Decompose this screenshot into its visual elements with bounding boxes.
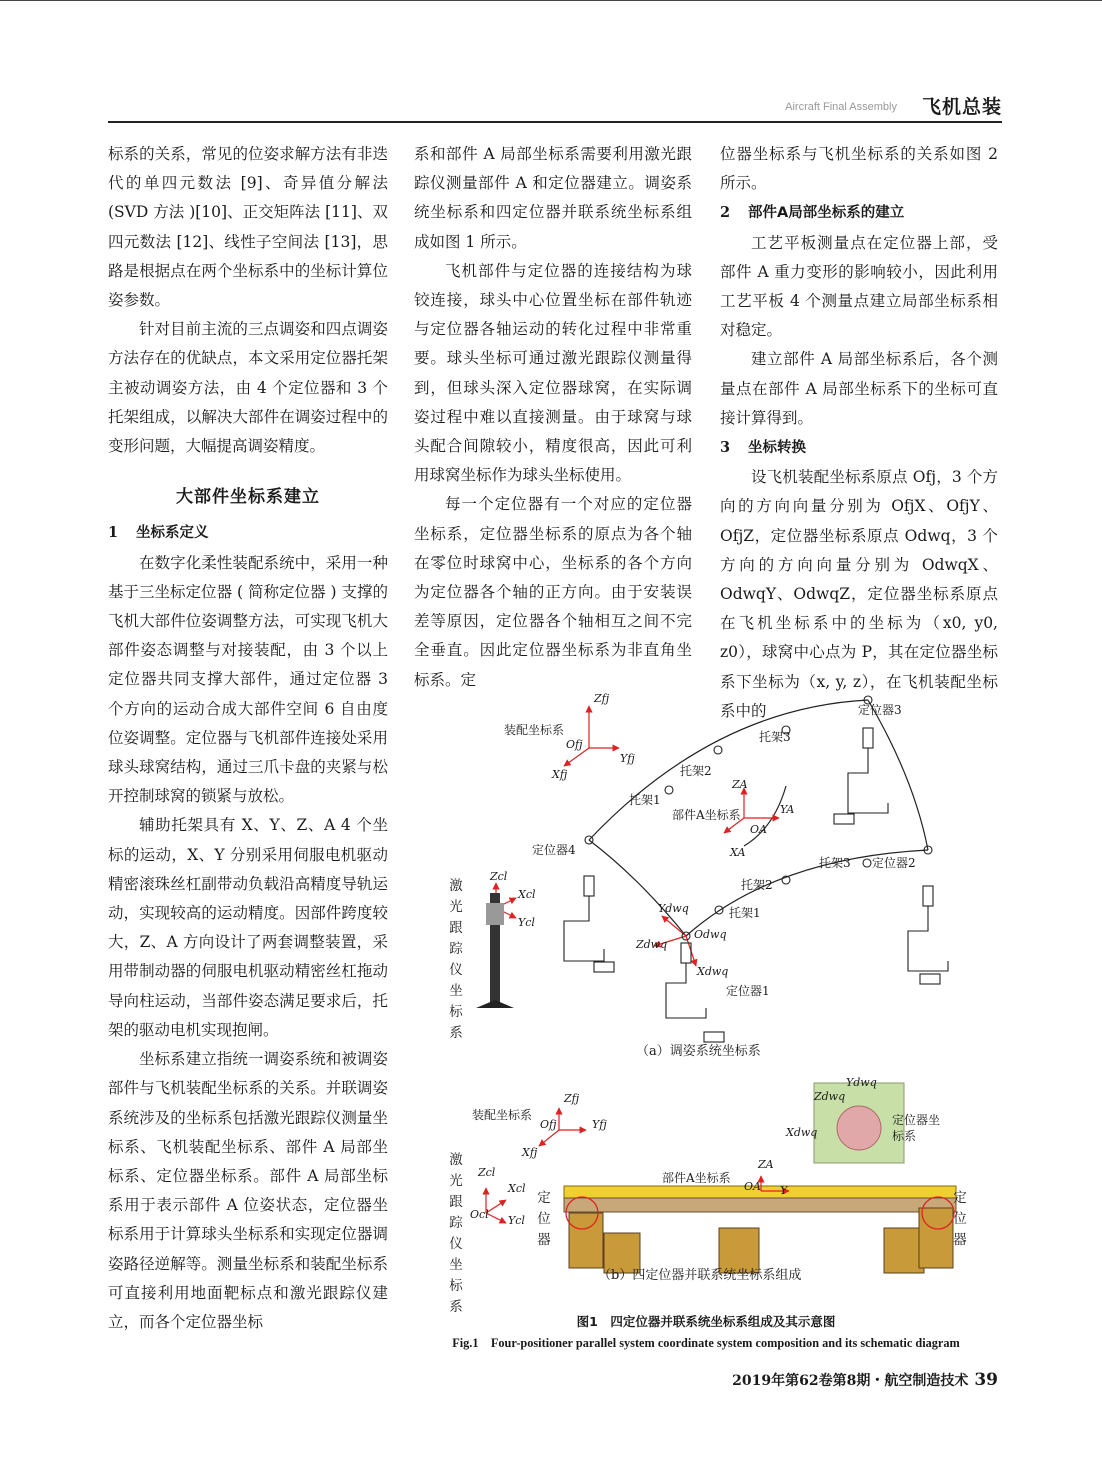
label-xcl-a: Xcl bbox=[518, 888, 536, 901]
label-yfj-a: Yfj bbox=[620, 752, 635, 765]
laser-tracker-a bbox=[476, 893, 514, 1008]
label-part-a-cs-b: 部件A坐标系 bbox=[662, 1171, 731, 1185]
label-za-b: ZA bbox=[758, 1158, 774, 1171]
label-ofj-b: Ofj bbox=[540, 1118, 557, 1131]
section-heading: 大部件坐标系建立 bbox=[176, 487, 320, 508]
subsection-title: 部件A局部坐标系的建立 bbox=[748, 205, 905, 222]
paragraph: 设飞机装配坐标系原点 Ofj，3 个方向的方向向量分别为 OfjX、OfjY、OfjZ，定位器坐标系原点 Odwq，3 个方向的方向向量分别为 OdwqX、OdwqY、OdwqZ，定位器坐标系原点在飞机坐标系中的坐标为（x0, y0, z0），球窝中心点为 P，其在定位器坐标系下坐标为（x, y, z），在飞机装配坐标系中的 bbox=[720, 468, 998, 720]
label-oa-a: OA bbox=[750, 823, 767, 836]
subsection-number: 1 bbox=[108, 524, 119, 542]
paragraph: 在数字化柔性装配系统中，采用一种基于三坐标定位器 ( 简称定位器 ) 支撑的飞机大部件位姿调整方法，可实现飞机大部件姿态调整与对接装配，由 3 个以上定位器共同支撑大部件，通过定位器 3 个方向的运动合成大部件空间 6 自由度位姿调整。定位器与飞机部件连接处采用球头球窝结构，通过三爪卡盘的夹紧与松开控制球窝的锁紧与放松。 bbox=[108, 553, 388, 806]
label-ycl-b: Ycl bbox=[508, 1214, 525, 1227]
running-header bbox=[702, 92, 1002, 118]
paragraph: 工艺平板测量点在定位器上部，受部件 A 重力变形的影响较小，因此利用工艺平板 4 个测量点建立局部坐标系相对稳定。 bbox=[720, 233, 998, 340]
subsection-title: 坐标转换 bbox=[748, 440, 806, 457]
column-1 bbox=[108, 140, 388, 1337]
label-bracket-3-top: 托架3 bbox=[759, 730, 791, 744]
label-xfj-a: Xfj bbox=[552, 768, 568, 781]
paragraph: 每一个定位器有一个对应的定位器坐标系，定位器坐标系的原点为各个轴在零位时球窝中心，坐标系的各个方向为定位器各个轴的正方向。由于安装误差等原因，定位器各个轴相互之间不完全垂直。因此定位器坐标系为非直角坐标系。定 bbox=[414, 495, 692, 689]
label-xfj-b: Xfj bbox=[522, 1146, 538, 1159]
figure-caption-en: Fig.1 Four-positioner parallel system coordinate system composition and its schematic diagram bbox=[452, 1336, 960, 1350]
paragraph: 系和部件 A 局部坐标系需要利用激光跟踪仪测量部件 A 和定位器建立。调姿系统坐标系和四定位器并联系统坐标系组成如图 1 所示。 bbox=[414, 145, 692, 251]
label-positioner-right-b: 定位器 bbox=[953, 1190, 967, 1248]
label-yfj-b: Yfj bbox=[592, 1118, 607, 1131]
paragraph: 标系的关系，常见的位姿求解方法有非迭代的单四元数法 [9]、奇异值分解法 (SVD 方法 )[10]、正交矩阵法 [11]、双四元数法 [12]、线性子空间法 [13]，思路是根据点在两个坐标系中的坐标计算位姿参数。 bbox=[108, 145, 388, 310]
header-rule bbox=[108, 121, 1002, 123]
label-bracket-3-mid: 托架3 bbox=[819, 856, 851, 870]
label-assembly-cs-b: 装配坐标系 bbox=[472, 1108, 533, 1122]
label-positioner-2: 定位器2 bbox=[872, 856, 916, 870]
subsection-number: 3 bbox=[720, 439, 731, 457]
label-ydwq-b: Ydwq bbox=[846, 1076, 877, 1089]
journal-section-cn: 飞机总装 bbox=[921, 96, 1002, 118]
paragraph: 针对目前主流的三点调姿和四点调姿方法存在的优缺点，本文采用定位器托架主被动调姿方法，由 4 个定位器和 3 个托架组成，以解决大部件在调姿过程中的变形问题，大幅提高调姿精度。 bbox=[108, 320, 388, 456]
paragraph: 辅助托架具有 X、Y、Z、A 4 个坐标的运动，X、Y 分别采用伺服电机驱动精密滚珠丝杠副带动负载沿高精度导轨运动，实现较高的运动精度。因部件跨度较大，Z、A 方向设计了两套调整装置，采用带制动器的伺服电机驱动精密丝杠拖动导向柱运动，当部件姿态满足要求后，托架的驱动电机实现抱闸。 bbox=[108, 816, 388, 1039]
label-xdwq-b: Xdwq bbox=[786, 1126, 818, 1139]
issue-info: 2019年第62卷第8期・航空制造技术 bbox=[732, 1373, 969, 1389]
label-zdwq-a: Zdwq bbox=[636, 938, 668, 951]
subsection-title: 坐标系定义 bbox=[136, 525, 209, 542]
paragraph: 建立部件 A 局部坐标系后，各个测量点在部件 A 局部坐标系下的坐标可直接计算得到。 bbox=[720, 350, 998, 427]
label-xdwq-a: Xdwq bbox=[697, 965, 729, 978]
subcaption-b: （b）四定位器并联系统坐标系组成 bbox=[598, 1268, 802, 1283]
label-ofj-a: Ofj bbox=[566, 738, 583, 751]
label-zfj-a: Zfj bbox=[594, 692, 610, 705]
subsection-heading bbox=[720, 433, 998, 463]
paragraph: 坐标系建立指统一调姿系统和被调姿部件与飞机装配坐标系的关系。并联调姿系统涉及的坐标系包括激光跟踪仪测量坐标系、飞机装配坐标系、部件 A 局部坐标系、定位器坐标系。部件 A 局部坐标系用于表示部件 A 位姿状态，定位器坐标系用于计算球头坐标系和实现定位器调姿路径逆解等。测量坐标系和装配坐标系可直接利用地面靶标点和激光跟踪仪建立，而各个定位器坐标 bbox=[108, 1050, 388, 1331]
label-positioner-cs-b: 定位器坐标系 bbox=[892, 1113, 941, 1143]
journal-section-en: Aircraft Final Assembly bbox=[785, 101, 897, 113]
column-2 bbox=[414, 140, 692, 695]
assembly-axes-a bbox=[564, 706, 619, 766]
label-za-a: ZA bbox=[732, 778, 748, 791]
label-bracket-1-top: 托架1 bbox=[629, 793, 661, 807]
figure-caption-cn: 图1 四定位器并联系统坐标系组成及其示意图 bbox=[576, 1314, 836, 1329]
label-ycl-a: Ycl bbox=[518, 916, 535, 929]
subsection-heading bbox=[108, 518, 388, 548]
figure-1-drawing bbox=[414, 688, 998, 1288]
label-ydwq-a: Ydwq bbox=[658, 902, 689, 915]
column-3 bbox=[720, 140, 998, 726]
label-positioner-1: 定位器1 bbox=[726, 984, 770, 998]
label-part-a-cs-a: 部件A坐标系 bbox=[672, 808, 741, 822]
label-bracket-2-top: 托架2 bbox=[680, 764, 712, 778]
figure-1 bbox=[414, 688, 998, 1315]
label-oa-b: OA bbox=[744, 1180, 761, 1193]
paragraph: 位器坐标系与飞机坐标系的关系如图 2 所示。 bbox=[720, 145, 998, 193]
label-assembly-cs-a: 装配坐标系 bbox=[504, 723, 565, 737]
top-rule bbox=[0, 0, 1102, 1]
label-laser-tracker-cs-b: 激光跟踪仪坐标系 bbox=[449, 1152, 463, 1315]
subcaption-a: （a）调姿系统坐标系 bbox=[636, 1044, 761, 1059]
paragraph: 飞机部件与定位器的连接结构为球铰连接，球头中心位置坐标在部件轨迹与定位器各轴运动的转化过程中非常重要。球头坐标可通过激光跟踪仪测量得到，但球头深入定位器球窝，在实际调姿过程中难以直接测量。由于球窝与球头配合间隙较小，精度很高，因此可利用球窝坐标作为球头坐标使用。 bbox=[414, 261, 692, 485]
page-number: 39 bbox=[974, 1370, 998, 1390]
label-odwq-a: Odwq bbox=[694, 928, 727, 941]
label-ya-b: Y bbox=[780, 1184, 788, 1197]
label-positioner-left-b: 定位器 bbox=[537, 1190, 551, 1248]
label-ocl-b: Ocl bbox=[470, 1208, 489, 1221]
label-xa-a: XA bbox=[730, 846, 746, 859]
label-zcl-b: Zcl bbox=[478, 1166, 496, 1179]
label-positioner-3: 定位器3 bbox=[858, 703, 902, 717]
page-footer bbox=[732, 1370, 998, 1390]
label-positioner-4: 定位器4 bbox=[532, 843, 576, 857]
label-laser-tracker-cs-a: 激光跟踪仪坐标系 bbox=[449, 878, 463, 1041]
label-xcl-b: Xcl bbox=[508, 1182, 526, 1195]
label-bracket-2-mid: 托架2 bbox=[741, 878, 773, 892]
label-zcl-a: Zcl bbox=[490, 870, 508, 883]
label-zfj-b: Zfj bbox=[564, 1092, 580, 1105]
label-ya-a: YA bbox=[780, 803, 795, 816]
subsection-number: 2 bbox=[720, 204, 731, 222]
label-zdwq-b: Zdwq bbox=[814, 1090, 846, 1103]
label-bracket-1-mid: 托架1 bbox=[729, 906, 761, 920]
subsection-heading bbox=[720, 198, 998, 228]
